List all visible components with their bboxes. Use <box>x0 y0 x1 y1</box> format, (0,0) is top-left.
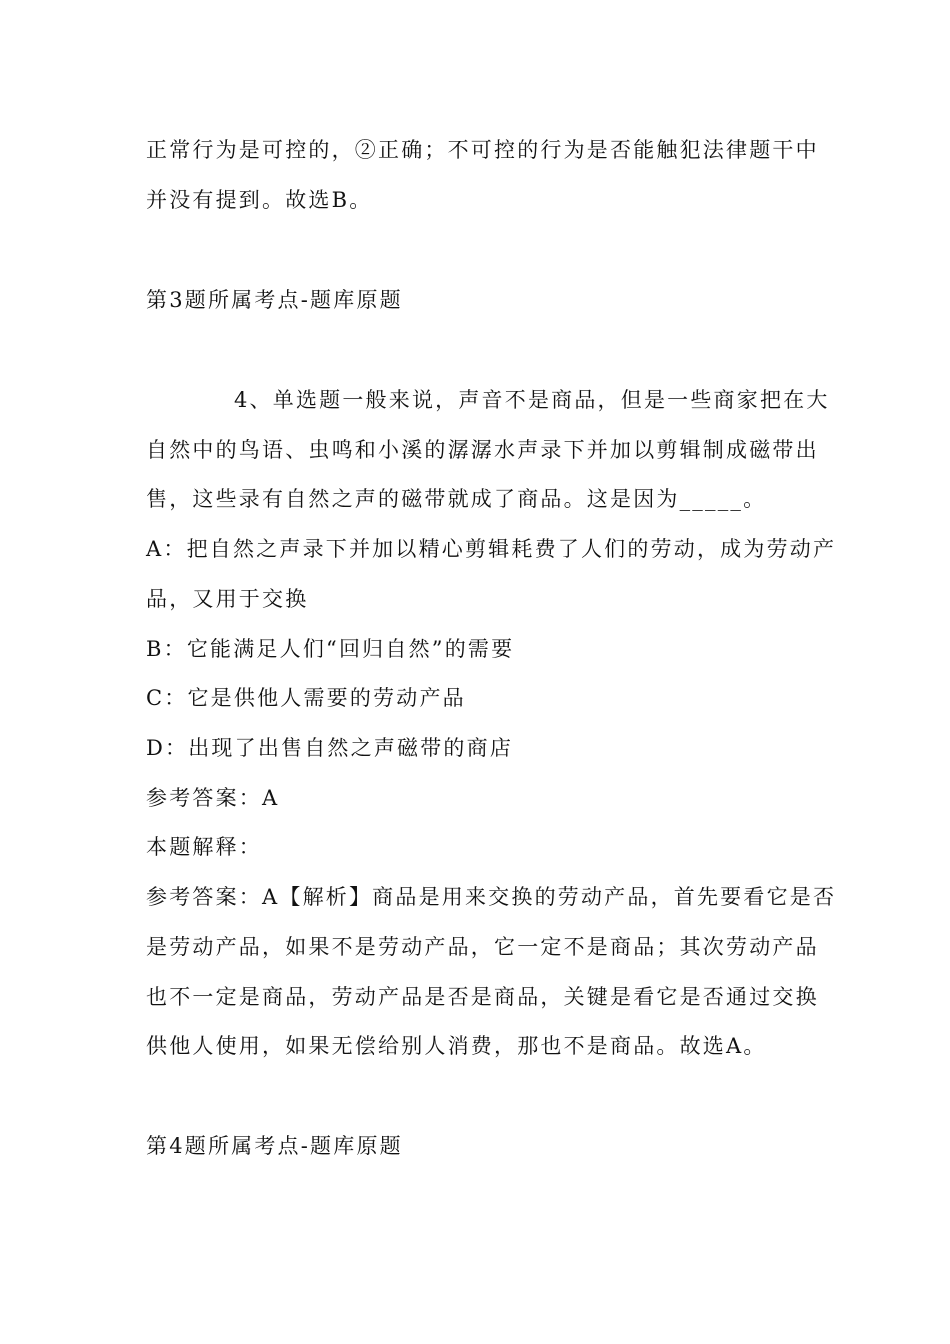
question-text-line-3: 售，这些录有自然之声的磁带就成了商品。这是因为_____。 <box>146 487 767 511</box>
q3-category-heading: 第3题所属考点-题库原题 <box>146 288 403 312</box>
q4-category-heading: 第4题所属考点-题库原题 <box>146 1134 403 1158</box>
answer-line: 参考答案：A <box>146 786 280 810</box>
explanation-title: 本题解释： <box>146 835 262 859</box>
prev-explanation-line-2: 并没有提到。故选B。 <box>146 188 373 212</box>
option-a-line-1: A：把自然之声录下并加以精心剪辑耗费了人们的劳动，成为劳动产 <box>146 537 837 561</box>
option-c: C：它是供他人需要的劳动产品 <box>146 686 466 710</box>
question-text-line-1: 4、单选题一般来说，声音不是商品，但是一些商家把在大 <box>234 388 830 412</box>
explanation-line-4: 供他人使用，如果无偿给别人消费，那也不是商品。故选A。 <box>146 1034 767 1058</box>
option-a-line-2: 品，又用于交换 <box>146 587 309 611</box>
option-b: B：它能满足人们“回归自然”的需要 <box>146 637 515 661</box>
prev-explanation-line-1: 正常行为是可控的，②正确；不可控的行为是否能触犯法律题干中 <box>146 138 819 162</box>
explanation-line-2: 是劳动产品，如果不是劳动产品，它一定不是商品；其次劳动产品 <box>146 935 819 959</box>
explanation-line-1: 参考答案：A【解析】商品是用来交换的劳动产品，首先要看它是否 <box>146 885 837 909</box>
option-d: D：出现了出售自然之声磁带的商店 <box>146 736 514 760</box>
question-text-line-2: 自然中的鸟语、虫鸣和小溪的潺潺水声录下并加以剪辑制成磁带出 <box>146 438 819 462</box>
explanation-line-3: 也不一定是商品，劳动产品是否是商品，关键是看它是否通过交换 <box>146 985 819 1009</box>
